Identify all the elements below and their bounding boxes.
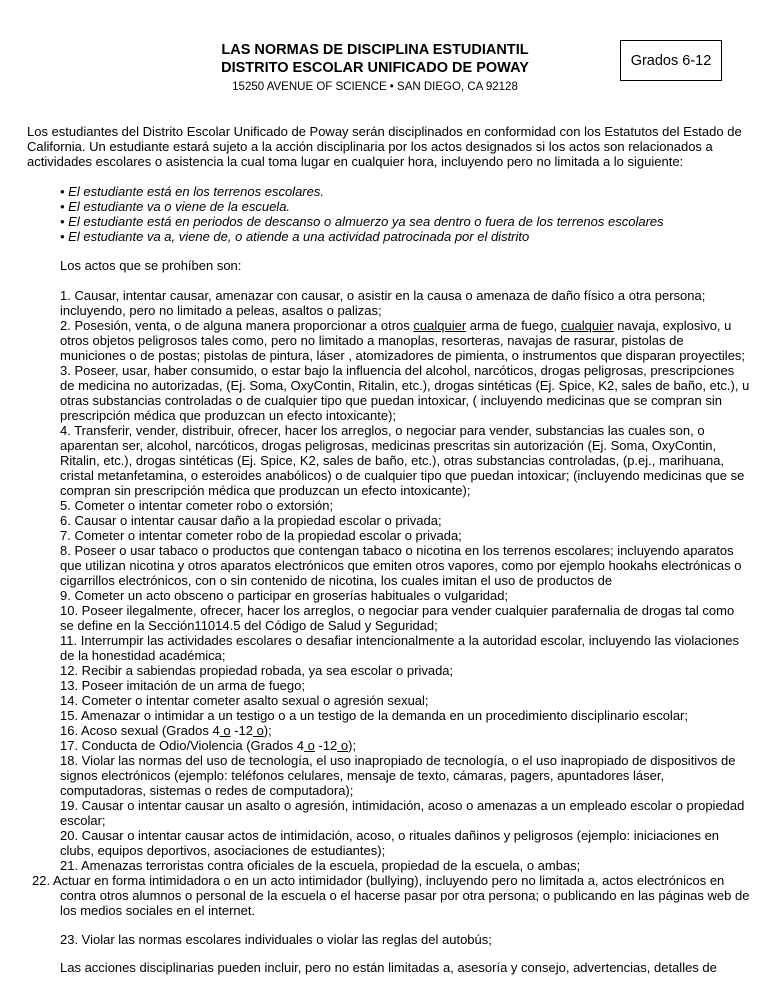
grade-range-box xyxy=(620,40,722,81)
rule-item: 8. Poseer o usar tabaco o productos que contengan tabaco o nicotina en los terrenos escolares; incluyendo aparatos que utilizan nicotina y otros aparatos electrónicos que emiten otros vapores, como por ejemplo hookahs electrónicas o cigarrillos electrónicos, con o sin contenido de nicotina, los cuales imitan el uso de productos de xyxy=(60,543,742,588)
rule-item: 13. Poseer imitación de un arma de fuego; xyxy=(60,678,305,693)
rule-item: 15. Amenazar o intimidar a un testigo o a un testigo de la demanda en un procedimiento disciplinario escolar; xyxy=(60,708,688,723)
rule-item: 18. Violar las normas del uso de tecnología, el uso inapropiado de tecnología, o el uso inapropiado de dispositivos de signos electrónicos (ejemplo: teléfonos celulares, mensaje de texto, cámaras, pagers, apuntadores láser, computadoras, sistemas o redes de computadora); xyxy=(60,753,736,798)
rule-item: 14. Cometer o intentar cometer asalto sexual o agresión sexual; xyxy=(60,693,429,708)
intro-paragraph: Los estudiantes del Distrito Escolar Unificado de Poway serán disciplinados en conformidad con los Estatutos del Estado de California. Un estudiante estará sujeto a la acción disciplinaria por los actos designados si los actos son relacionados a actividades escolares o asistencia la cual toma lugar en cualquier hora, incluyendo pero no limitada a lo siguiente: xyxy=(27,124,742,169)
rule-item: 9. Cometer un acto obsceno o participar en groserías habituales o vulgaridad; xyxy=(60,588,509,603)
conditions-list xyxy=(60,184,750,244)
rule-item: 2. Posesión, venta, o de alguna manera proporcionar a otros cualquier arma de fuego, cualquier navaja, explosivo, u otros objetos peligrosos tales como, pero no limitado a manoplas, resorteras, navajas de rasurar, pistolas de municiones o de postas; pistolas de pintura, láser , atomizadores de pimienta, o instrumentos que disparan proyectiles; xyxy=(60,318,746,363)
condition-item: • El estudiante va o viene de la escuela. xyxy=(60,199,291,214)
rule-item: 23. Violar las normas escolares individuales o violar las reglas del autobús; xyxy=(60,932,492,947)
district-address: 15250 AVENUE OF SCIENCE • SAN DIEGO, CA 92128 xyxy=(232,81,518,93)
rule-item: 1. Causar, intentar causar, amenazar con causar, o asistir en la causa o amenaza de daño físico a otra persona; incluyendo, pero no limitado a peleas, asaltos o palizas; xyxy=(60,288,706,318)
rule-item: 11. Interrumpir las actividades escolares o desafiar intencionalmente a la autoridad escolar, incluyendo las violaciones de la honestidad académica; xyxy=(60,633,740,663)
rule-item: 21. Amenazas terroristas contra oficiales de la escuela, propiedad de la escuela, o ambas; xyxy=(60,858,581,873)
rule-item-continuation: contra otros alumnos o personal de la escuela o el hacerse pasar por otra persona; o publicando en las páginas web de los medios sociales en el internet. xyxy=(60,888,750,918)
rule-item: 17. Conducta de Odio/Violencia (Grados 4 o -12 o); xyxy=(60,738,357,753)
prohibited-heading: Los actos que se prohíben son: xyxy=(60,258,242,273)
document-title: LAS NORMAS DE DISCIPLINA ESTUDIANTIL xyxy=(221,42,529,58)
rule-item: 6. Causar o intentar causar daño a la propiedad escolar o privada; xyxy=(60,513,442,528)
rule-item: 4. Transferir, vender, distribuir, ofrecer, hacer los arreglos, o negociar para vender, substancias las cuales son, o aparentan ser, alcohol, narcóticos, drogas peligrosas, medicinas prescritas sin autorización (Ej. Soma, OxyContin, Ritalin, etc.), drogas sintéticas (Ej. Spice, K2, sales de baño, etc.), otras substancias controladas, (p.ej., marihuana, cristal metanfetamina, o esteroides anabólicos) o de cualquier tipo que puedan intoxicar; (incluyendo medicinas que se compran sin prescripción médica que produzcan un efecto intoxicante); xyxy=(60,423,745,498)
rule-item: 5. Cometer o intentar cometer robo o extorsión; xyxy=(60,498,334,513)
rule-item: 7. Cometer o intentar cometer robo de la propiedad escolar o privada; xyxy=(60,528,462,543)
rule-item: 16. Acoso sexual (Grados 4 o -12 o); xyxy=(60,723,272,738)
rule-item: 10. Poseer ilegalmente, ofrecer, hacer los arreglos, o negociar para vender cualquier parafernalia de drogas tal como se define en la Sección11014.5 del Código de Salud y Seguridad; xyxy=(60,603,735,633)
rule-item: 3. Poseer, usar, haber consumido, o estar bajo la influencia del alcohol, narcóticos, drogas peligrosas, prescripciones de medicina no autorizadas, (Ej. Soma, OxyContin, Ritalin, etc.), drogas sintéticas (Ej. Spice, K2, sales de baño, etc.), u otras substancias controladas o de cualquier tipo que puedan intoxicar, ( incluyendo medicinas que se compran sin prescripción médica que produzcan un efecto intoxicante); xyxy=(60,363,750,423)
district-name: DISTRITO ESCOLAR UNIFICADO DE POWAY xyxy=(221,60,529,76)
closing-paragraph: Las acciones disciplinarias pueden incluir, pero no están limitadas a, asesoría y consejo, advertencias, detalles de xyxy=(60,960,717,975)
condition-item: • El estudiante va a, viene de, o atiende a una actividad patrocinada por el distrito xyxy=(60,229,530,244)
rule-item: 20. Causar o intentar causar actos de intimidación, acoso, o rituales dañinos y peligrosos (ejemplo: iniciaciones en clubs, equipos deportivos, asociaciones de estudiantes); xyxy=(60,828,720,858)
rule-item: 12. Recibir a sabiendas propiedad robada, ya sea escolar o privada; xyxy=(60,663,454,678)
grade-range-label: Grados 6-12 xyxy=(630,52,712,69)
condition-item: • El estudiante está en los terrenos escolares. xyxy=(60,184,324,199)
rule-item: 19. Causar o intentar causar un asalto o agresión, intimidación, acoso o amenazas a un empleado escolar o propiedad escolar; xyxy=(60,798,745,828)
rule-item: 22. Actuar en forma intimidadora o en un acto intimidador (bullying), incluyendo pero no limitada a, actos electrónicos en xyxy=(32,873,725,888)
condition-item: • El estudiante está en periodos de descanso o almuerzo ya sea dentro o fuera de los terrenos escolares xyxy=(60,214,664,229)
prohibited-acts-list xyxy=(32,288,750,947)
